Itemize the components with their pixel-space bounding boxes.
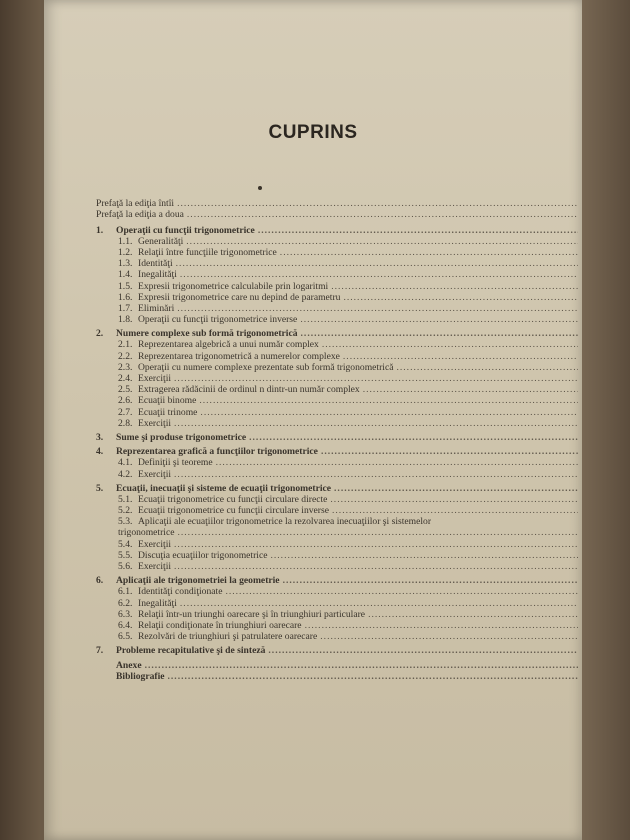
toc-label: Ecuaţii trigonometrice cu funcţii circulare inverse xyxy=(138,505,329,517)
toc-number: 6.3. xyxy=(118,608,133,620)
dot-leader xyxy=(174,539,578,550)
toc-number: 5.5. xyxy=(118,549,133,561)
toc-label: Reprezentarea grafică a funcţiilor trigonometrice xyxy=(116,446,318,458)
toc-label: Anexe xyxy=(116,659,142,671)
chapter-entry xyxy=(96,575,578,586)
toc-label: Aplicaţii ale ecuaţiilor trigonometrice la rezolvarea inecuaţiilor şi sistemelor xyxy=(138,516,432,528)
chapter-entry xyxy=(96,446,578,457)
toc-number: 6.5. xyxy=(118,631,133,643)
section-entry xyxy=(96,384,578,395)
section-entry xyxy=(96,269,578,280)
chapter-entry xyxy=(96,224,578,235)
dot-leader xyxy=(180,598,578,609)
section-entry xyxy=(96,395,578,406)
dot-leader xyxy=(396,362,578,373)
toc-label: Exerciţii xyxy=(138,417,172,429)
toc-number: 5.3. xyxy=(118,516,133,528)
toc-label: Discuţia ecuaţiilor trigonometrice xyxy=(138,549,268,561)
section-entry xyxy=(96,597,578,608)
dot-leader xyxy=(177,527,578,538)
book-page xyxy=(44,0,582,840)
toc-label: Inegalităţi xyxy=(138,269,177,281)
toc-number: 5.1. xyxy=(118,493,133,505)
toc-number: 2.3. xyxy=(118,361,133,373)
section-entry xyxy=(96,418,578,429)
dot-leader xyxy=(174,469,578,480)
toc-number: 6.4. xyxy=(118,619,133,631)
toc-label: Identităţi xyxy=(138,258,173,270)
toc-label: Generalităţi xyxy=(138,235,184,247)
toc-number: 5.4. xyxy=(118,538,133,550)
toc-label: Probleme recapitulative şi de sinteză xyxy=(116,645,266,657)
dot-leader xyxy=(363,384,578,395)
dot-leader xyxy=(368,609,578,620)
dot-leader xyxy=(187,209,578,220)
toc-label: Definiţii şi teoreme xyxy=(138,457,213,469)
dot-leader xyxy=(249,432,578,443)
section-entry xyxy=(96,494,578,505)
dot-leader xyxy=(225,586,578,597)
section-entry xyxy=(96,258,578,269)
section-entry xyxy=(96,457,578,468)
toc-number: 1.4. xyxy=(118,269,133,281)
toc-number: 2.7. xyxy=(118,406,133,418)
section-entry xyxy=(96,350,578,361)
dot-leader xyxy=(174,561,578,572)
toc-number: 1.1. xyxy=(118,235,133,247)
toc-number: 1.5. xyxy=(118,280,133,292)
section-entry xyxy=(96,561,578,572)
toc-label: Identităţi condiţionate xyxy=(138,586,223,598)
toc-label: Bibliografie xyxy=(116,670,165,682)
dot-leader xyxy=(280,247,578,258)
chapter-entry xyxy=(96,432,578,443)
ornament-dot xyxy=(258,186,262,190)
toc-number: 1.3. xyxy=(118,258,133,270)
toc-number: 5.6. xyxy=(118,561,133,572)
section-entry xyxy=(96,339,578,350)
section-entry xyxy=(96,609,578,620)
dot-leader xyxy=(305,620,578,631)
toc-number: 4.2. xyxy=(118,468,133,480)
dot-leader xyxy=(258,225,578,236)
toc-number: 2.1. xyxy=(118,339,133,351)
dot-leader xyxy=(180,269,578,280)
toc-label: Exerciţii xyxy=(138,468,172,480)
section-entry xyxy=(96,247,578,258)
toc-label: trigonometrice xyxy=(118,527,175,539)
back-matter-entry xyxy=(96,671,578,682)
section-entry xyxy=(96,538,578,549)
dot-leader xyxy=(301,328,578,339)
toc-number: 6.2. xyxy=(118,597,133,609)
toc-label: Ecuaţii, inecuaţii şi sisteme de ecuaţii trigonometrice xyxy=(116,482,332,494)
dot-leader xyxy=(216,457,578,468)
toc-number: 1.2. xyxy=(118,246,133,258)
dot-leader xyxy=(177,198,578,209)
toc-number: 6.1. xyxy=(118,586,133,598)
dot-leader xyxy=(331,281,578,292)
toc-label: Ecuaţii trinome xyxy=(138,406,198,418)
toc-number: 4.1. xyxy=(118,457,133,469)
back-matter-entry xyxy=(96,659,578,670)
toc-label: Rezolvări de triunghiuri şi patrulatere oarecare xyxy=(138,631,318,643)
section-entry xyxy=(96,505,578,516)
table-of-contents xyxy=(96,198,578,682)
dot-leader xyxy=(321,446,578,457)
toc-number: 2. xyxy=(96,328,104,340)
section-entry xyxy=(96,303,578,314)
section-entry xyxy=(96,406,578,417)
section-entry xyxy=(96,468,578,479)
dot-leader xyxy=(199,395,578,406)
dot-leader xyxy=(332,505,578,516)
toc-number: 4. xyxy=(96,446,104,458)
section-entry xyxy=(96,292,578,303)
toc-number: 1.8. xyxy=(118,314,133,326)
front-matter-entry xyxy=(96,198,578,209)
toc-label: Exerciţii xyxy=(138,373,172,384)
toc-number: 2.4. xyxy=(118,373,133,384)
toc-label: Aplicaţii ale trigonometriei la geometrie xyxy=(116,575,280,587)
dot-leader xyxy=(320,631,578,642)
toc-number: 6. xyxy=(96,575,104,587)
chapter-entry xyxy=(96,645,578,656)
toc-label: Relaţii între funcţiile trigonometrice xyxy=(138,246,277,258)
section-entry xyxy=(96,516,578,527)
toc-number: 7. xyxy=(96,645,104,657)
dot-leader xyxy=(343,292,578,303)
toc-number: 2.8. xyxy=(118,417,133,429)
toc-number: 1.7. xyxy=(118,302,133,314)
toc-label: Exerciţii xyxy=(138,561,172,572)
section-entry xyxy=(96,586,578,597)
toc-label: Expresii trigonometrice care nu depind de parametru xyxy=(138,291,341,303)
toc-label: Prefaţă la ediţia întîi xyxy=(96,198,175,210)
toc-label: Exerciţii xyxy=(138,538,172,550)
toc-number: 2.5. xyxy=(118,384,133,396)
toc-number: 5.2. xyxy=(118,505,133,517)
chapter-entry xyxy=(96,328,578,339)
toc-label: Operaţii cu funcţii trigonometrice xyxy=(116,224,255,236)
section-entry xyxy=(96,362,578,373)
toc-number: 5. xyxy=(96,482,104,494)
dot-leader xyxy=(176,258,578,269)
toc-label: Extragerea rădăcinii de ordinul n dintr-un număr complex xyxy=(138,384,360,396)
dot-leader xyxy=(268,645,578,656)
section-entry xyxy=(96,373,578,384)
dot-leader xyxy=(186,236,578,247)
section-entry xyxy=(96,550,578,561)
dot-leader xyxy=(177,303,578,314)
section-entry xyxy=(96,314,578,325)
toc-label: Relaţii condiţionate în triunghiuri oarecare xyxy=(138,619,302,631)
chapter-entry xyxy=(96,483,578,494)
dot-leader xyxy=(200,407,578,418)
toc-label: Numere complexe sub formă trigonometrică xyxy=(116,328,298,340)
dot-leader xyxy=(174,418,578,429)
toc-label: Inegalităţi xyxy=(138,597,177,609)
toc-label: Sume şi produse trigonometrice xyxy=(116,431,247,443)
front-matter-entry xyxy=(96,209,578,220)
dot-leader xyxy=(168,671,579,682)
toc-label: Prefaţă la ediţia a doua xyxy=(96,209,184,221)
toc-number: 2.2. xyxy=(118,350,133,362)
dot-leader xyxy=(330,494,578,505)
section-entry-continuation xyxy=(96,527,578,538)
page-title: CUPRINS xyxy=(268,122,358,143)
toc-label: Relaţii într-un triunghi oarecare şi în triunghiuri particulare xyxy=(138,608,366,620)
dot-leader xyxy=(283,575,578,586)
dot-leader xyxy=(334,483,578,494)
dot-leader xyxy=(174,373,578,384)
dot-leader xyxy=(145,660,578,671)
section-entry xyxy=(96,620,578,631)
section-entry xyxy=(96,631,578,642)
toc-label: Eliminări xyxy=(138,302,175,314)
background-left xyxy=(0,0,40,840)
toc-label: Operaţii cu funcţii trigonometrice inverse xyxy=(138,314,298,326)
toc-number: 3. xyxy=(96,431,104,443)
toc-label: Operaţii cu numere complexe prezentate sub formă trigonometrică xyxy=(138,361,394,373)
dot-leader xyxy=(270,550,578,561)
dot-leader xyxy=(343,351,578,362)
toc-label: Ecuaţii binome xyxy=(138,395,197,407)
toc-label: Expresii trigonometrice calculabile prin logaritmi xyxy=(138,280,329,292)
toc-label: Reprezentarea algebrică a unui număr complex xyxy=(138,339,319,351)
section-entry xyxy=(96,236,578,247)
toc-number: 1.6. xyxy=(118,291,133,303)
toc-label: Ecuaţii trigonometrice cu funcţii circulare directe xyxy=(138,493,328,505)
toc-label: Reprezentarea trigonometrică a numerelor complexe xyxy=(138,350,340,362)
dot-leader xyxy=(322,339,578,350)
section-entry xyxy=(96,280,578,291)
toc-number: 1. xyxy=(96,224,104,236)
dot-leader xyxy=(300,314,578,325)
toc-number: 2.6. xyxy=(118,395,133,407)
